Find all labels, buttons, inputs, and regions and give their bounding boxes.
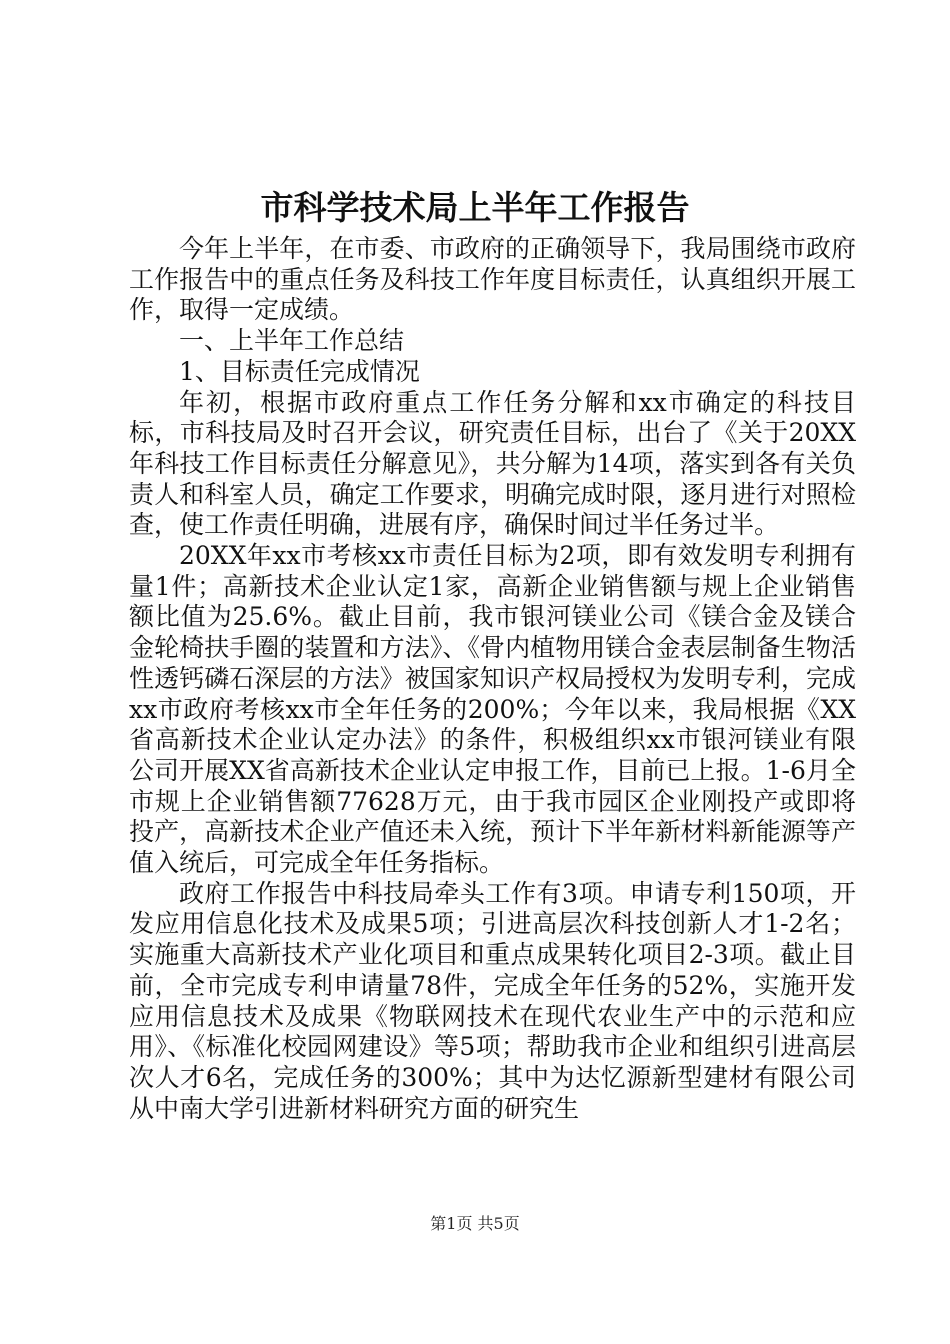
subsection-heading: 1、目标责任完成情况 [179,356,420,386]
paragraph-intro: 今年上半年，在市委、市政府的正确领导下，我局围绕市政府工作报告中的重点任务及科技工作年度目标责任，认真组织开展工作，取得一定成绩。 [129,234,856,325]
page-footer: 第1页 共5页 [430,1214,520,1233]
document-title: 市科学技术局上半年工作报告 [260,188,690,227]
section-heading: 一、上半年工作总结 [179,326,405,356]
document-body [129,234,856,1124]
paragraph-government-work: 政府工作报告中科技局牵头工作有3项。申请专利150项，开发应用信息化技术及成果5项；引进高层次科技创新人才1-2名；实施重大高新技术产业化项目和重点成果转化项目2-3项。截止目前，全市完成专利申请量78件，完成全年任务的52%，实施开发应用信息技术及成果《物联网技术在现代农业生产中的示范和应用》、《标准化校园网建设》等5项；帮助我市企业和组织引进高层次人才6名，完成任务的300%；其中为达忆源新型建材有限公司从中南大学引进新材料研究方面的研究生 [129,878,856,1123]
paragraph-assessment-targets: 20XX年xx市考核xx市责任目标为2项，即有效发明专利拥有量1件；高新技术企业认定1家，高新企业销售额与规上企业销售额比值为25.6%。截止目前，我市银河镁业公司《镁合金及镁合金轮椅扶手圈的装置和方法》、《骨内植物用镁合金表层制备生物活性透钙磷石深层的方法》被国家知识产权局授权为发明专利，完成xx市政府考核xx市全年任务的200%；今年以来，我局根据《XX省高新技术企业认定办法》的条件，积极组织xx市银河镁业有限公司开展XX省高新技术企业认定申报工作，目前已上报。1-6月全市规上企业销售额77628万元，由于我市园区企业刚投产或即将投产，高新技术企业产值还未入统，预计下半年新材料新能源等产值入统后，可完成全年任务指标。 [129,541,856,878]
paragraph-target-tasks: 年初，根据市政府重点工作任务分解和xx市确定的科技目标，市科技局及时召开会议，研究责任目标，出台了《关于20XX年科技工作目标责任分解意见》，共分解为14项，落实到各有关负责人和科室人员，确定工作要求，明确完成时限，逐月进行对照检查，使工作责任明确，进展有序，确保时间过半任务过半。 [129,387,856,540]
